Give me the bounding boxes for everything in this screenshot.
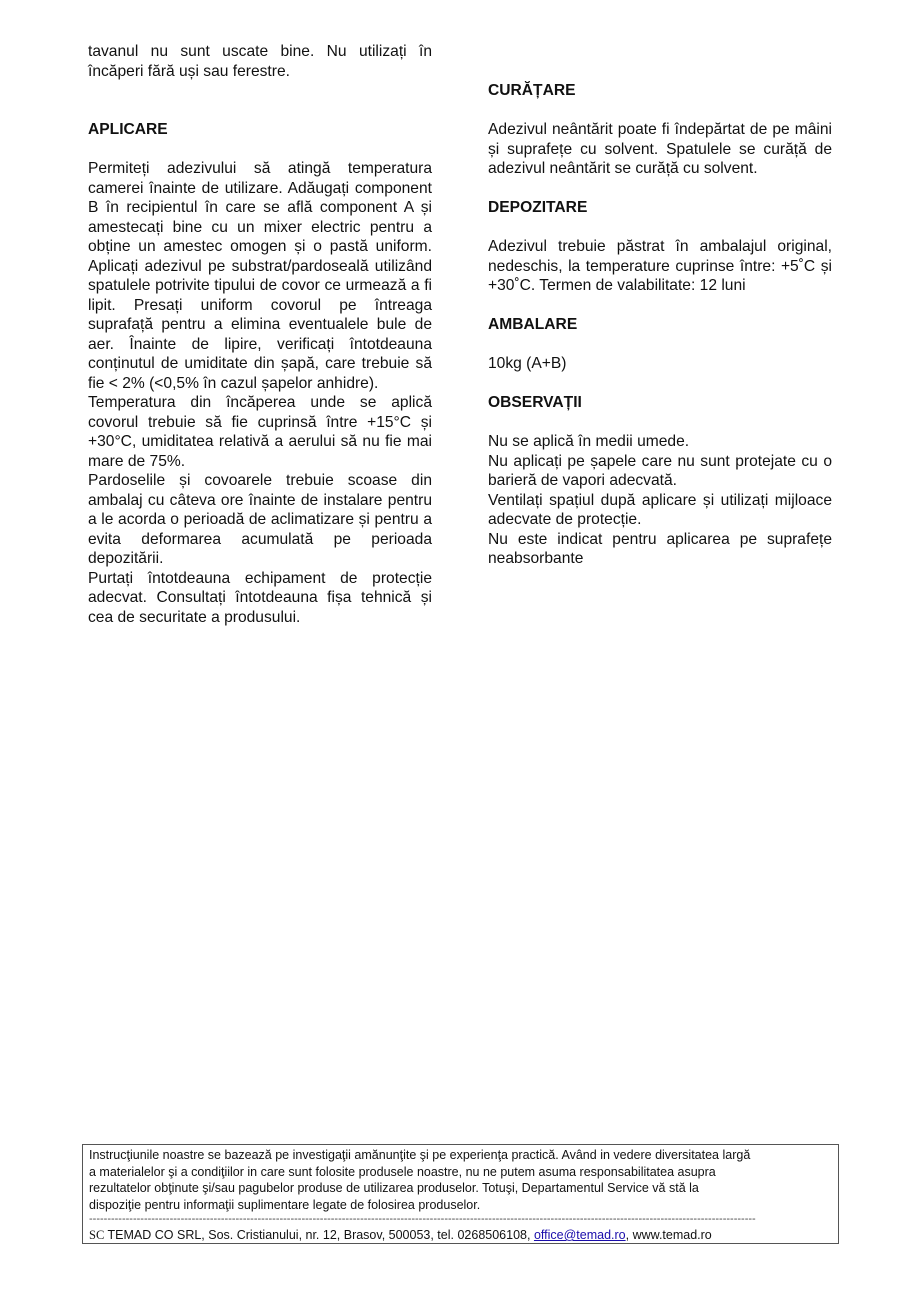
depozitare-text: Adezivul trebuie păstrat în ambalajul original, nedeschis, la temperature cuprinse între: +5˚C și +30˚C. Termen de valabilitate: 12 luni xyxy=(488,238,832,294)
section-heading-depozitare: DEPOZITARE xyxy=(488,199,588,216)
aplicare-paragraph: Temperatura din încăperea unde se aplică covorul trebuie să fie cuprinsă între +15°C și +30°C, umiditatea relativă a aerului să nu fie mai mare de 75%. xyxy=(88,394,432,470)
spacer xyxy=(488,413,832,433)
footer-separator: -------------------------------------------------------------------------------------------------------------------------------------------------------------------------------------- xyxy=(89,1213,756,1225)
intro-line: încăperi fără uși sau ferestre. xyxy=(88,62,290,80)
section-heading-observatii: OBSERVAȚII xyxy=(488,394,582,411)
disclaimer-line: Instrucţiunile noastre se bazează pe investigaţii amănunţite şi pe experienţa practică. Având in vedere diversitatea largă xyxy=(89,1148,751,1162)
spacer xyxy=(488,101,832,121)
section-heading-ambalare: AMBALARE xyxy=(488,316,578,333)
spacer xyxy=(488,374,832,394)
disclaimer-line: dispoziţie pentru informaţii suplimentare legate de folosirea produselor. xyxy=(89,1197,481,1212)
email-link[interactable]: office@temad.ro xyxy=(533,1228,626,1242)
disclaimer-line: a materialelor şi a condiţiilor in care sunt folosite produsele noastre, nu ne putem asuma responsabilitatea asupra xyxy=(89,1164,716,1179)
observatii-item: Nu se aplică în medii umede. xyxy=(488,433,690,450)
website-separator: , xyxy=(625,1228,633,1242)
observatii-item: Nu este indicat pentru aplicarea pe suprafețe neabsorbante xyxy=(488,530,832,567)
intro-line: tavanul nu sunt uscate bine. Nu utilizați în xyxy=(88,43,432,60)
spacer xyxy=(488,179,832,199)
aplicare-paragraph: Pardoselile și covoarele trebuie scoase din ambalaj cu câteva ore înainte de instalare pentru a le acorda o perioadă de aclimatizare și pentru a evita deformarea acumulată pe perioada depozitării. xyxy=(88,472,432,567)
right-column xyxy=(488,81,832,569)
intro-paragraph xyxy=(88,42,432,81)
section-heading-aplicare: APLICARE xyxy=(88,121,168,138)
curatare-text: Adezivul neântărit poate fi îndepărtat de pe mâini și suprafețe cu solvent. Spatulele se curăță de adezivul neântărit se curăță cu solvent. xyxy=(488,121,832,177)
ambalare-text: 10kg (A+B) xyxy=(488,355,567,372)
aplicare-paragraph: Permiteți adezivului să atingă temperatura camerei înainte de utilizare. Adăugați component B în recipientul în care se află component A și amestecați bine cu un mixer electric pentru a obține un amestec omogen și o pastă uniform. Aplicați adezivul pe substrat/pardoseală utilizând spatulele potrivite tipului de covor ce urmează a fi lipit. Presați uniform covorul pe întreaga suprafață pentru a elimina eventualele bule de aer. Înainte de lipire, verificați întotdeauna conținutul de umiditate din șapă, care trebuie să fie < 2% (<0,5% în cazul șapelor anhidre). xyxy=(88,160,432,392)
company-contact xyxy=(89,1227,832,1244)
spacer xyxy=(488,218,832,238)
observatii-item: Ventilați spațiul după aplicare și utilizați mijloace adecvate de protecție. xyxy=(488,491,832,528)
website-text: www.temad.ro xyxy=(632,1228,712,1242)
left-column xyxy=(88,42,432,627)
spacer xyxy=(488,296,832,316)
spacer xyxy=(488,335,832,355)
observatii-item: Nu aplicați pe șapele care nu sunt protejate cu o barieră de vapori adecvată. xyxy=(488,452,832,489)
company-address: TEMAD CO SRL, Sos. Cristianului, nr. 12, Brasov, 500053, tel. 0268506108, xyxy=(104,1228,534,1242)
disclaimer-line: rezultatelor obţinute şi/sau pagubelor produse de utilizarea produselor. Totuşi, Departamentul Service vă stă la xyxy=(89,1181,699,1195)
spacer xyxy=(88,81,432,120)
footer-disclaimer-box xyxy=(82,1144,839,1244)
section-heading-curatare: CURĂȚARE xyxy=(488,82,576,99)
aplicare-paragraph: Purtați întotdeauna echipament de protecție adecvat. Consultați întotdeauna fișa tehnică și cea de securitate a produsului. xyxy=(88,569,432,626)
company-prefix: SC xyxy=(89,1228,105,1242)
spacer xyxy=(88,140,432,160)
